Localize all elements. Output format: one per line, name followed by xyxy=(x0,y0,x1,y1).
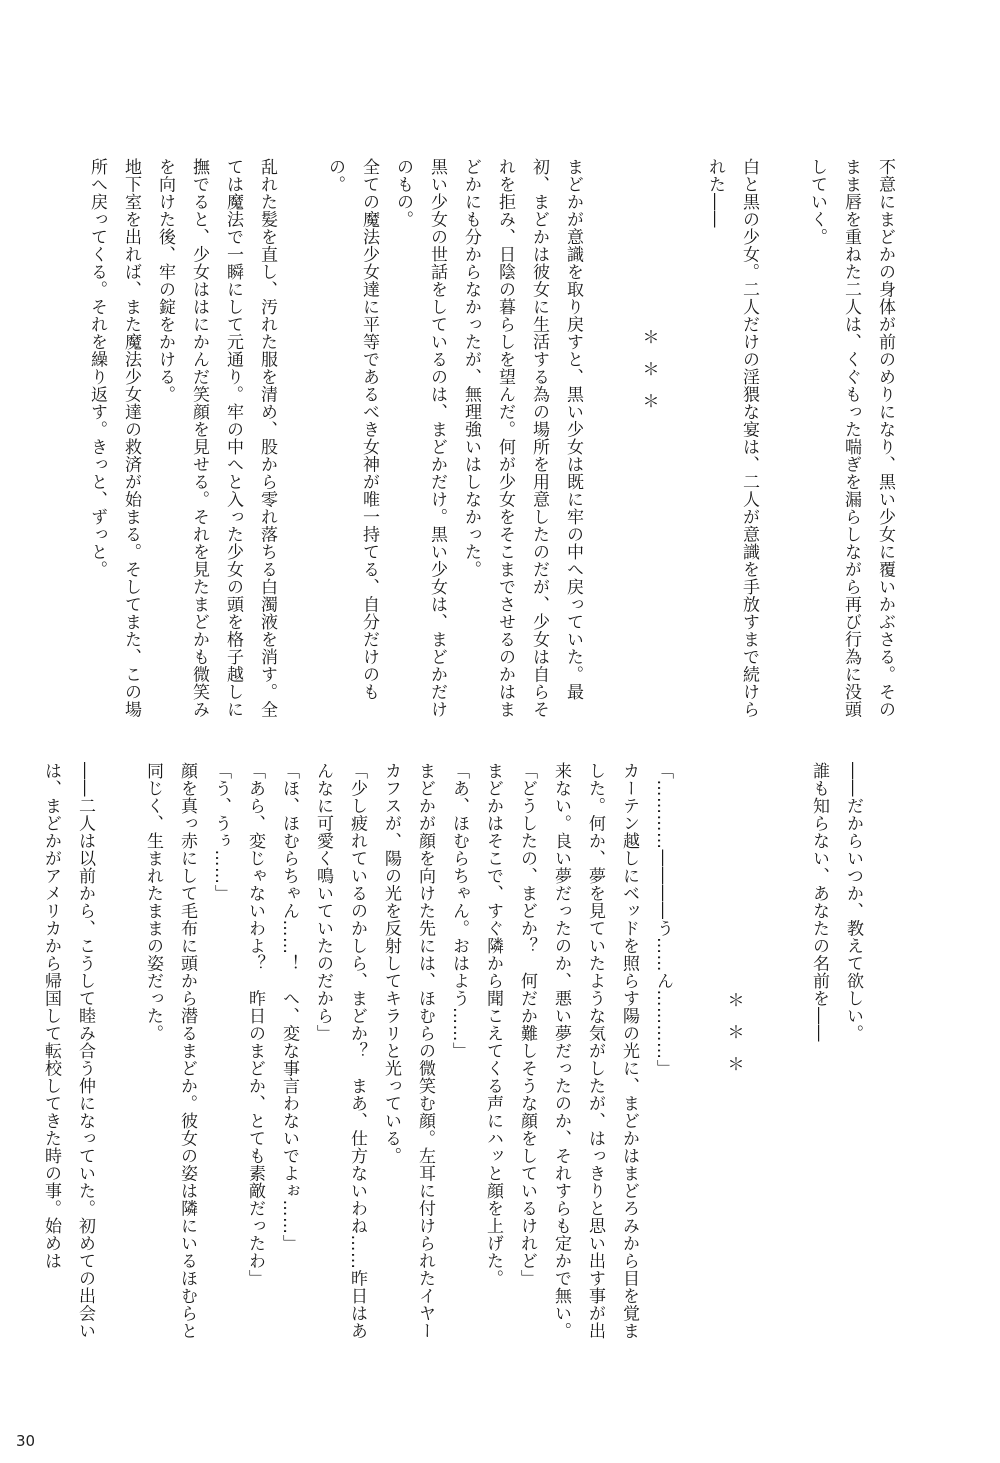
text-line: 顔を真っ赤にして毛布に頭から潜るまどか。彼女の姿は隣にいるほむらと同じく、生まれたままの姿だった。 xyxy=(143,762,197,1340)
text-line: 「あら、変じゃないわよ？ 昨日のまどか、とても素敵だったわ」 xyxy=(245,762,265,1287)
text-line: 地下室を出れば、また魔法少女達の救済が始まる。そしてまた、この場所へ戻ってくる。それを繰り返す。きっと、ずっと。 xyxy=(87,158,141,718)
section-break-stars xyxy=(641,322,661,418)
star-glyph: ＊ xyxy=(727,991,745,1011)
text-line: まどかが意識を取り戻すと、黒い少女は既に牢の中へ戻っていた。最初、まどかは彼女に生活する為の場所を用意したのだが、少女は自らそれを拒み、日陰の暮らしを望んだ。何が少女をそこまでさせるのかはまどかにも分からなかったが、無理強いはしなかった。 xyxy=(461,158,583,718)
text-line: 全ての魔法少女達に平等であるべき女神が唯一持てる、自分だけのもの。 xyxy=(325,158,379,701)
text-line: 「あ、ほむらちゃん。おはよう……」 xyxy=(449,762,469,1060)
upper-paragraph-2 xyxy=(60,158,590,728)
text-line xyxy=(284,158,318,728)
star-glyph: ＊ xyxy=(727,1055,745,1075)
text-line: 「少し疲れているのかしら、まどか？ まあ、仕方ないわね……昨日はあんなに可愛く鳴いていたのだから」 xyxy=(313,762,367,1340)
text-line: 乱れた髪を直し、汚れた服を清め、股から零れ落ちる白濁液を消す。全ては魔法で一瞬にして元通り。牢の中へと入った少女の頭を格子越しに撫でると、少女ははにかんだ笑顔を見せる。それを見たまどかも微笑みを向けた後、牢の錠をかける。 xyxy=(155,158,277,718)
page-number: 30 xyxy=(16,1432,36,1450)
text-line xyxy=(102,762,136,1352)
star-glyph: ＊ xyxy=(727,1023,745,1043)
text-line: まどかが顔を向けた先には、ほむらの微笑む顔。左耳に付けられたイヤーカフスが、陽の光を反射してキラリと光っている。 xyxy=(381,762,435,1340)
text-line: 不意にまどかの身体が前のめりになり、黒い少女に覆いかぶさる。そのまま唇を重ねた二人は、くぐもった喘ぎを漏らしながら再び行為に没頭していく。 xyxy=(807,158,895,718)
text-line: まどかはそこで、すぐ隣から聞こえてくる声にハッと顔を上げた。 xyxy=(483,762,503,1287)
star-glyph: ＊ xyxy=(642,392,660,412)
text-line: 黒い少女の世話をしているのは、まどかだけ。黒い少女は、まどかだけのもの。 xyxy=(393,158,447,718)
upper-paragraph-1 xyxy=(705,158,902,728)
text-line: ――二人は以前から、こうして睦み合う仲になっていた。初めての出会いは、まどかがアメリカから帰国して転校してきた時の事。始めは xyxy=(41,762,95,1340)
star-glyph: ＊ xyxy=(642,328,660,348)
text-line: 「ほ、ほむらちゃん……！ へ、変な事言わないでよぉ……」 xyxy=(279,762,299,1252)
lower-paragraph-2 xyxy=(41,762,680,1352)
text-line: 誰も知らない、あなたの名前を―― xyxy=(809,762,829,1042)
text-line: 「…………――――う……ん…………」 xyxy=(653,762,673,1077)
text-line: 「どうしたの、まどか？ 何だか難しそうな顔をしているけれど」 xyxy=(517,762,537,1287)
text-line xyxy=(766,158,800,728)
star-glyph: ＊ xyxy=(642,360,660,380)
text-line: 白と黒の少女。二人だけの淫猥な宴は、二人が意識を手放すまで続けられた―― xyxy=(705,158,759,718)
section-break-stars xyxy=(726,985,746,1081)
text-line: カーテン越しにベッドを照らす陽の光に、まどかはまどろみから目を覚ました。何か、夢を見ていたような気がしたが、はっきりと思い出す事が出来ない。良い夢だったのか、悪い夢だったのか、それすらも定かで無い。 xyxy=(551,762,639,1340)
lower-paragraph-1 xyxy=(795,762,870,1352)
text-line: 「う、うぅ……」 xyxy=(211,762,231,902)
text-line: ――だからいつか、教えて欲しい。 xyxy=(843,762,863,1042)
